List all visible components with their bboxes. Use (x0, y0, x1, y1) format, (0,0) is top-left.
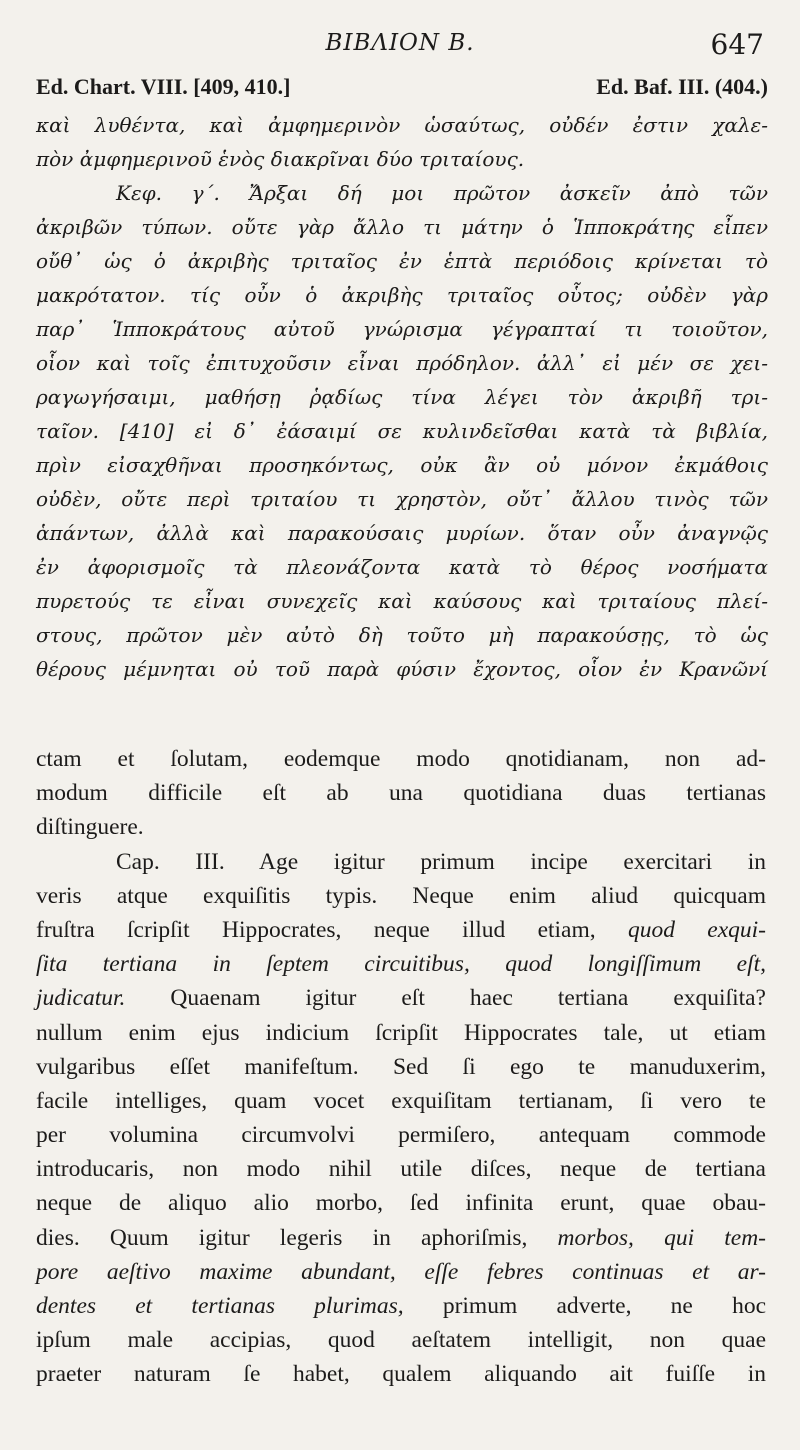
greek-line: μακρότατον. τίς οὖν ὁ ἀκριβὴς τριταῖος οὗτος; οὐδὲν γὰρ (36, 283, 768, 307)
latin-text: fruſtra ſcripſit Hippocrates, neque illud etiam, (36, 916, 628, 943)
latin-italic-quotation: quod exqui- (627, 916, 767, 943)
latin-line (36, 981, 766, 1015)
latin-line (36, 1357, 766, 1391)
latin-line (36, 1016, 766, 1050)
latin-italic-quotation: ſita tertiana in ſeptem circuitibus, quod longiſſimum eſt, (36, 951, 766, 978)
greek-line: οἷον καὶ τοῖς ἐπιτυχοῦσιν εἶναι πρόδηλον. ἀλλ᾽ εἰ μέν σε χει- (36, 351, 768, 375)
latin-line (36, 1186, 766, 1220)
latin-line (36, 810, 766, 844)
latin-text: per volumina circumvolvi permiſero, antequam commode (36, 1122, 766, 1149)
greek-line: οὔθ᾽ ὡς ὁ ἀκριβὴς τριταῖος ἐν ἑπτὰ περιόδοις κρίνεται τὸ (36, 249, 768, 273)
latin-text: neque de aliquo alio morbo, ſed infinita erunt, quae obau- (36, 1190, 766, 1217)
edition-references (36, 74, 768, 108)
latin-italic-quotation: dentes et tertianas plurimas, (36, 1293, 404, 1319)
latin-text: diſtinguere. (36, 814, 144, 841)
latin-line (36, 1118, 766, 1152)
latin-line (36, 845, 766, 879)
latin-text: dies. Quum igitur legeris in aphoriſmis, (36, 1224, 558, 1251)
latin-line (36, 742, 766, 776)
edition-reference-chart: Ed. Chart. VIII. [409, 410.] (36, 74, 291, 99)
latin-text: nullum enim ejus indicium ſcripſit Hippocrates tale, ut etiam (36, 1019, 766, 1046)
greek-line: παρ᾽ Ἱπποκράτους αὐτοῦ γνώρισμα γέγραπταί τι τοιοῦτον, (36, 317, 768, 341)
page-number: 647 (710, 28, 764, 61)
running-head (0, 26, 800, 66)
latin-text: facile intelliges, quam vocet exquiſitam tertianam, ſi vero te (36, 1087, 766, 1114)
latin-text: primum adverte, ne hoc (403, 1293, 767, 1319)
greek-line: θέρους μέμνηται οὐ τοῦ παρὰ φύσιν ἔχοντος, οἷον ἐν Κρανῶνί (36, 657, 768, 681)
latin-line (36, 1221, 766, 1255)
greek-line: στους, πρῶτον μὲν αὐτὸ δὴ τοῦτο μὴ παρακούσῃς, τὸ ὡς (36, 623, 768, 647)
latin-text: praeter naturam ſe habet, qualem aliquando ait fuiſſe in (36, 1361, 766, 1388)
latin-line (36, 947, 766, 981)
greek-line: ἐν ἀφορισμοῖς τὰ πλεονάζοντα κατὰ τὸ θέρος νοσήματα (36, 555, 768, 579)
latin-line (36, 1255, 766, 1289)
greek-line: οὐδὲν, οὔτε περὶ τριταίου τι χρηστὸν, οὔτ᾽ ἄλλου τινὸς τῶν (36, 487, 768, 511)
latin-line (36, 776, 766, 810)
greek-line: πρὶν εἰσαχθῆναι προσηκόντως, οὐκ ἂν οὐ μόνον ἐκμάθοις (36, 453, 768, 477)
greek-line: πυρετούς τε εἶναι συνεχεῖς καὶ καύσους καὶ τριταίους πλεί- (36, 589, 768, 613)
latin-italic-quotation: judicatur. (36, 985, 126, 1012)
latin-text: Cap. III. Age igitur primum incipe exercitari in (116, 848, 766, 875)
latin-line (36, 1084, 766, 1118)
latin-line (36, 1289, 766, 1323)
latin-text: modum difficile eſt ab una quotidiana duas tertianas (36, 780, 766, 807)
greek-line: πὸν ἀμφημερινοῦ ἑνὸς διακρῖναι δύο τριταίους. (36, 147, 525, 171)
latin-text-block (36, 742, 766, 1392)
greek-line: ταῖον. [410] εἰ δ᾽ ἐάσαιμί σε κυλινδεῖσθαι κατὰ τὰ βιβλία, (36, 419, 768, 443)
latin-text: Quaenam igitur eſt haec tertiana exquiſita? (125, 985, 766, 1012)
latin-line (36, 1050, 766, 1084)
latin-text: vulgaribus eſſet manifeſtum. Sed ſi ego te manuduxerim, (36, 1053, 766, 1080)
edition-reference-basel: Ed. Baf. III. (404.) (596, 74, 768, 99)
greek-line: Κεφ. γ΄. Ἄρξαι δή μοι πρῶτον ἀσκεῖν ἀπὸ τῶν (116, 181, 768, 205)
latin-text: ctam et ſolutam, eodemque modo qnotidianam, non ad- (36, 746, 766, 772)
running-title: ΒΙΒΛΙΟΝ Β. (325, 30, 475, 56)
greek-text-block (36, 108, 768, 686)
latin-italic-quotation: pore aeſtivo maxime abundant, eſſe febres continuas et ar- (36, 1258, 766, 1285)
latin-text: veris atque exquiſitis typis. Neque enim aliud quicquam (36, 882, 766, 909)
latin-italic-quotation: morbos, qui tem- (557, 1224, 766, 1251)
greek-line: ἁπάντων, ἀλλὰ καὶ παρακούσαις μυρίων. ὅταν οὖν ἀναγνῷς (36, 521, 768, 545)
greek-line: καὶ λυθέντα, καὶ ἀμφημερινὸν ὡσαύτως, οὐδέν ἐστιν χαλε- (36, 113, 768, 137)
latin-text: ipſum male accipias, quod aeſtatem intelligit, non quae (36, 1327, 766, 1354)
latin-line (36, 879, 766, 913)
greek-line: ραγωγήσαιμι, μαθήσῃ ῥᾳδίως τίνα λέγει τὸν ἀκριβῆ τρι- (36, 385, 768, 409)
latin-text: introducaris, non modo nihil utile diſces, neque de tertiana (36, 1156, 766, 1183)
latin-line (36, 1323, 766, 1357)
greek-line: ἀκριβῶν τύπων. οὔτε γὰρ ἄλλο τι μάτην ὁ Ἱπποκράτης εἶπεν (36, 215, 768, 239)
latin-line (36, 913, 766, 947)
latin-line (36, 1152, 766, 1186)
